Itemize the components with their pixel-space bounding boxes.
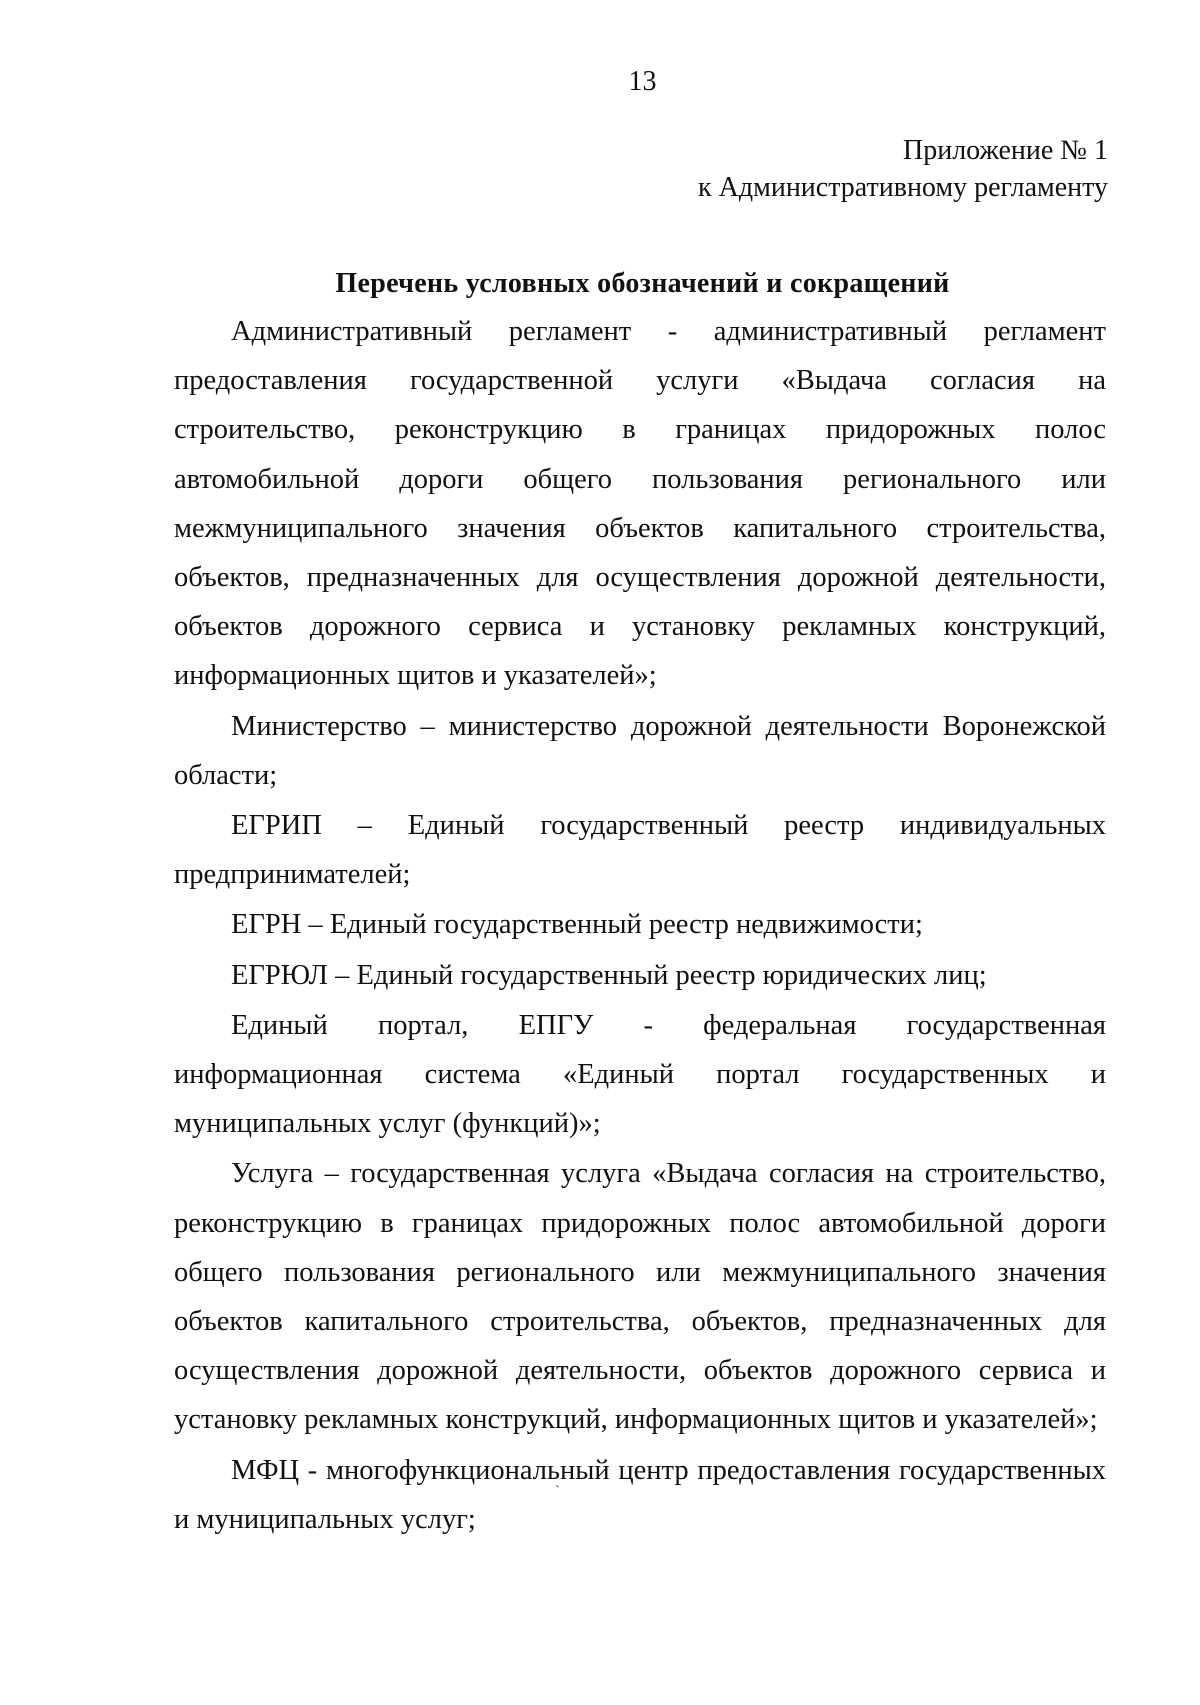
paragraph-admin-regulation: Административный регламент - административный регламент предоставления государственной услуги «Выдача согласия на строительство, реконструкцию в границах придорожных полос автомобильной дороги общего пользования регионального или межмуниципального значения объектов капитального строительства, объектов, предназначенных для осуществления дорожной деятельности, объектов дорожного сервиса и установку рекламных конструкций, информационных щитов и указателей»; <box>174 316 1106 692</box>
appendix-line-1: Приложение № 1 <box>903 135 1108 166</box>
paragraph-unified-portal: Единый портал, ЕПГУ - федеральная государственная информационная система «Единый портал государственных и муниципальных услуг (функций)»; <box>174 1009 1106 1140</box>
stray-mark: ` <box>555 1484 560 1499</box>
paragraph-egrn: ЕГРН – Единый государственный реестр недвижимости; <box>231 909 923 941</box>
appendix-line-2: к Административному регламенту <box>698 172 1108 203</box>
paragraph-service: Услуга – государственная услуга «Выдача согласия на строительство, реконструкцию в границах придорожных полос автомобильной дороги общего пользования регионального или межмуниципального значения объектов капитального строительства, объектов, предназначенных для осуществления дорожной деятельности, объектов дорожного сервиса и установку рекламных конструкций, информационных щитов и указателей»; <box>174 1158 1106 1436</box>
page-number: 13 <box>628 66 657 97</box>
document-title: Перечень условных обозначений и сокращений <box>335 268 950 299</box>
paragraph-egrul: ЕГРЮЛ – Единый государственный реестр юридических лиц; <box>231 959 987 991</box>
appendix-reference <box>698 132 1108 206</box>
document-body <box>174 307 1106 1544</box>
paragraph-egrip: ЕГРИП – Единый государственный реестр индивидуальных предпринимателей; <box>174 810 1106 891</box>
paragraph-ministry: Министерство – министерство дорожной деятельности Воронежской области; <box>174 710 1106 791</box>
paragraph-mfc: МФЦ - многофункциональный центр предоставления государственных и муниципальных услуг; <box>174 1454 1106 1535</box>
